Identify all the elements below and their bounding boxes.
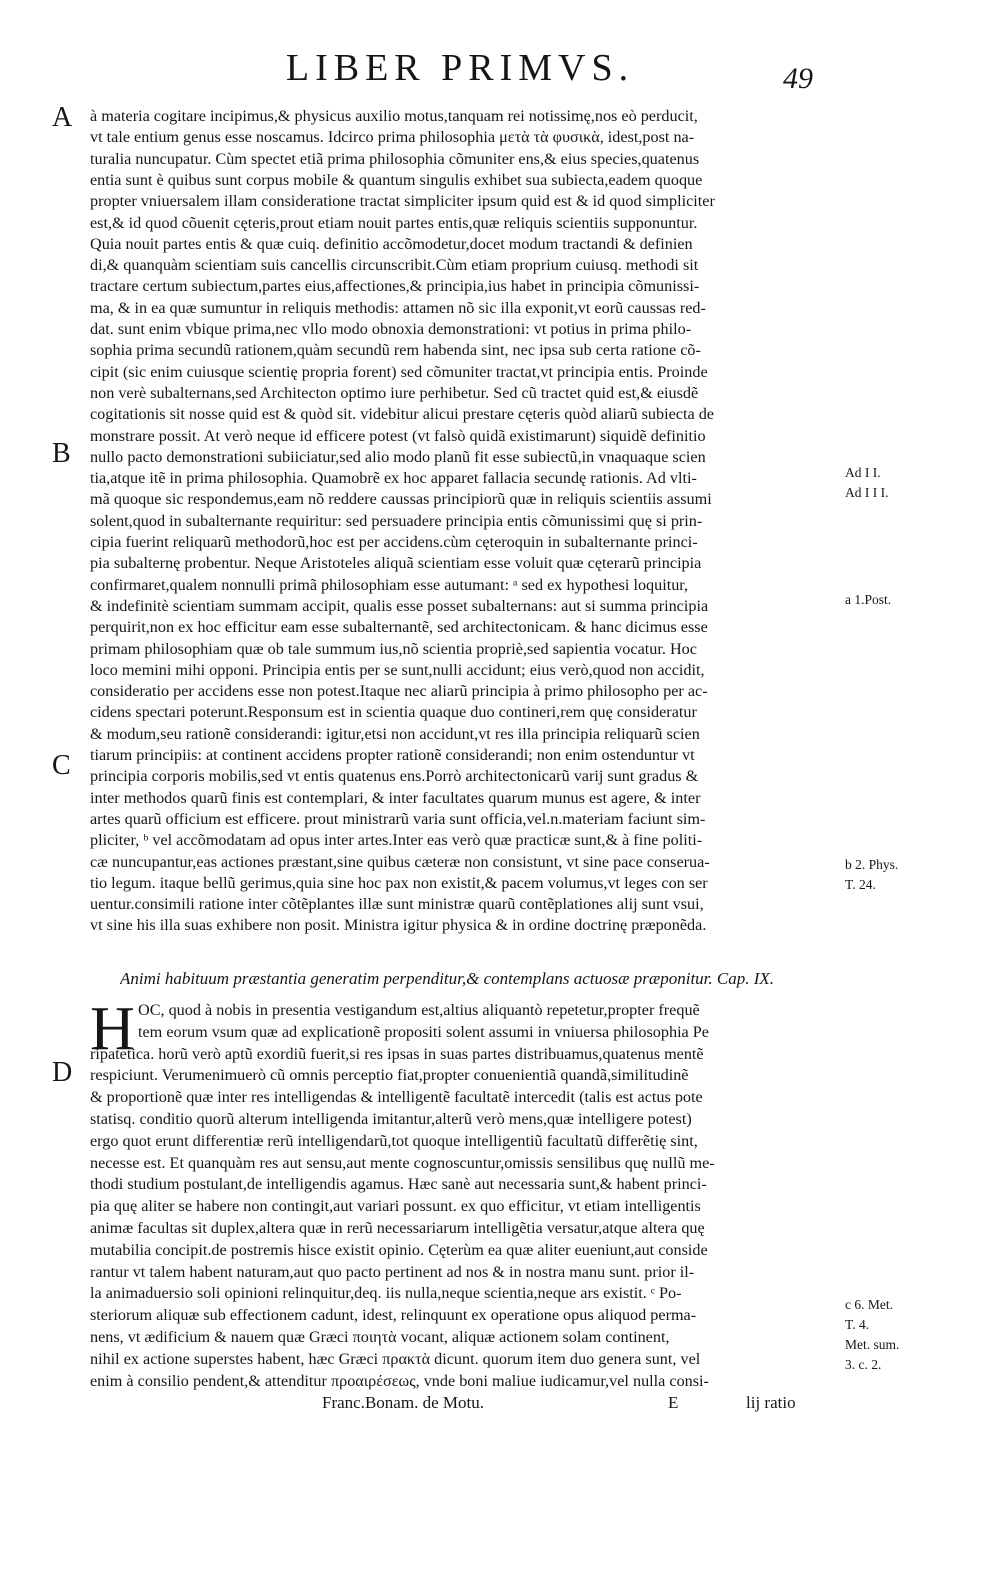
section-letter-a: A [52,102,73,133]
text-line: loco memini mihi opponi. Principia entis per se sunt,nulli accidunt; eius verò,quod non accidit, [90,660,705,679]
text-line: cidens spectari poterunt.Responsum est in scientia quaque duo contineri,rem quę consideratur [90,703,697,722]
text-line: cogitationis sit nosse quid est & quòd sit. videbitur alicui prestare cęteris quòd aliarũ subiecta de [90,405,714,424]
text-line: sophia prima secundũ rationem,quàm secundũ rem habenda sint, nec ipsa sub certa ratione cõ- [90,341,701,360]
text-line: artes quarũ officium est efficere. prout ministrarũ varia sunt officia,vel.n.materiam faciunt sim- [90,809,706,828]
text-line: cæ nuncupantur,eas actiones præstant,sine quibus cæteræ non consistunt, vt sine pace conserua- [90,852,710,871]
page-number: 49 [783,62,813,95]
text-line: la animaduersio soli opinioni relinquitur,deq. iis nulla,neque scientia,neque ars existit. ᶜ Po- [90,1284,682,1303]
text-line: & modum,seu rationẽ considerandi: igitur,etsi non accidunt,vt res illa principia reliquarũ scien [90,724,700,743]
text-line: perquirit,non ex hoc efficitur eam esse subalternantẽ, sed architectonicam. & hanc dicimus esse [90,618,708,637]
text-line: vt sine his illa suas exhibere non posit. Ministra igitur physica & in ordine doctrinę præponẽda. [90,916,707,935]
text-line: nens, vt ædificium & nauem quæ Græci ποιητὰ vocant, aliquæ actionem solam continent, [90,1328,670,1346]
signature-mark: E [668,1393,679,1412]
text-line: monstrare possit. At verò neque id efficere potest (vt falsò quidã existimarunt) siquidẽ definitio [90,426,706,445]
text-line: est,& id quod cõuenit cęteris,prout etiam nouit partes entis,quæ reliquis scientiis supponuntur. [90,213,698,232]
text-line: nihil ex actione superstes habent, hæc Græci πρακτὰ dicunt. quorum item duo genera sunt, vel [90,1349,701,1368]
section-letter-d: D [52,1057,73,1088]
margin-note: 3. c. 2. [845,1357,882,1372]
text-line: cipit (sic enim cuiusque scientię propria forent) sed cõmuniter tractat,vt principia entis. Proinde [90,362,708,381]
text-line: steriorum aliquæ sub effectionem cadunt, idest, relinquunt ex operatione opus aliquod perma- [90,1306,697,1325]
text-line: consideratio per accidens esse non potest.Itaque nec aliarũ principia à primo philosopho per ac- [90,682,708,701]
text-line: pliciter, ᵇ vel accõmodatam ad opus inter artes.Inter eas verò quæ practicæ sunt,& à fine politi- [90,831,703,850]
running-title: LIBER PRIMVS. [285,47,635,89]
text-line: pia subalternę probentur. Neque Aristoteles aliquã scientiam esse voluit quæ cęterarũ principia [90,554,702,573]
text-line: tractare certum subiectum,partes eius,affectiones,& principia,ius habet in principia cõmunissi- [90,277,700,296]
margin-note: c 6. Met. [845,1297,893,1312]
text-line: inter methodos quarũ finis est contemplari, & inter facultates quarum munus est agere, & inter [90,788,701,807]
text-line: animæ facultas sit duplex,altera quæ in rerũ necessariarum intelligẽtia versatur,atque altera quę [90,1219,705,1237]
margin-note: T. 4. [845,1317,870,1332]
text-line: mã quoque sic respondemus,eam nõ reddere caussas principiorũ quæ in reliquis scientiis assumi [90,490,712,509]
margin-note: a 1.Post. [845,592,892,607]
margin-note: Ad I I I. [845,485,889,500]
text-line: rantur vt talem habent naturam,aut quo pacto pertinent ad nos & in nostra manu sunt. prior il- [90,1262,695,1281]
text-line: solent,quod in subalternante requiritur: sed persuadere principia entis cõmunissimi quę si prin- [90,511,703,530]
text-line: tia,atque itẽ in prima philosophia. Quamobrẽ ex hoc apparet fallacia secundę rationis. Ad vlti- [90,469,697,488]
text-line: enim à consilio pendent,& attenditur προαιρέσεως, vnde boni maliue iudicamur,vel nulla consi- [90,1371,709,1390]
text-line: à materia cogitare incipimus,& physicus auxilio motus,tanquam rei notissimę,nos eò perducit, [90,107,698,125]
text-line: entia sunt è quibus sunt corpus mobile & quantum singulis exhibet sua subiecta,eadem quoque [90,170,703,189]
text-line: & proportionẽ quæ inter res intelligendas & intelligentẽ facultatẽ intercedit (talis est actus pote [90,1088,703,1107]
chapter-heading: Animi habituum præstantia generatim perpenditur,& contemplans actuosæ præponitur. Cap. IX. [120,969,775,988]
text-line: ergo quot erunt differentiæ rerũ intelligendarũ,tot quoque intelligentiũ facultatũ differẽtię sint, [90,1131,698,1150]
text-line: Quia nouit partes entis & quæ cuiq. definitio accõmodetur,docet modum tractandi & definien [90,234,693,253]
text-line: & indefinitè scientiam summam accipit, qualis esse posset subalternans: aut si summa principia [90,596,709,615]
text-line: tem eorum vsum quæ ad explicationẽ propositi solent assumi in vniuersa philosophia Pe [138,1022,709,1041]
drop-cap: H [90,995,135,1063]
text-line: ma, & in ea quæ sumuntur in reliquis methodis: attamen nõ sic illa exponit,vt eorũ caussas red- [90,298,706,317]
text-line: respiciunt. Verumenimuerò cũ omnis perceptio fiat,propter conuenientiã quandã,similitudinẽ [90,1066,689,1085]
margin-note: Ad I I. [845,465,881,480]
text-line: di,& quanquàm scientiam suis cancellis circunscribit.Cùm etiam proprium cuiusq. methodi sit [90,256,699,275]
section-letter-b: B [52,438,71,469]
text-line: turalia nuncupatur. Cùm spectet etiã prima philosophia cõmuniter ens,& eius species,quatenus [90,149,700,168]
text-line: propter vniuersalem illam consideratione tractat simpliciter ipsum quid est & id quod simpliciter [90,192,715,211]
text-line: non verè subalternans,sed Architecton optimo iure perhibetur. Sed cũ tractet quid est,& eiusdẽ [90,383,699,402]
margin-note: b 2. Phys. [845,857,899,872]
text-line: tiarum principiis: at continent accidens propter rationẽ considerandi; non enim ostenduntur vt [90,746,695,764]
text-line: statisq. conditio quorũ alterum intelligenda imitantur,alterũ verò mens,quæ intelligere potest) [90,1110,692,1128]
text-line: principia corporis mobilis,sed vt entis quatenus ens.Porrò architectonicarũ varij sunt gradus & [90,767,699,786]
text-line: cipia fuerint reliquarũ methodorũ,hoc est per accidens.cùm cęteroquin in subalternante princi- [90,533,698,551]
text-line: ripatetica. horũ verò aptũ exordiũ fuerit,si res ipsas in suas partes distribuamus,quatenus mentẽ [90,1044,704,1063]
text-line: necesse est. Et quanquàm res aut sensu,aut mente cognoscuntur,omissis sensilibus quę nullũ me- [90,1153,715,1172]
margin-note: Met. sum. [845,1337,900,1352]
text-line: nullo pacto demonstrationi subiiciatur,sed alio modo planũ fit esse subiectũ,in vnaquaque scien [90,447,706,466]
margin-note: T. 24. [845,877,876,892]
text-line: OC, quod à nobis in presentia vestigandum est,altius aliquantò repetetur,propter frequẽ [138,1001,700,1019]
text-line: primam philosophiam quæ ob tale summum ius,nõ scientia propriè,sed sapientia vocatur. Hoc [90,639,697,658]
text-line: thodi studium postulant,de intelligendis agamus. Hæc sanè aut necessaria sunt,& habent princi- [90,1175,707,1194]
text-line: mutabilia concipit.de postremis hisce existit opinio. Cęterùm ea quæ aliter eueniunt,aut conside [90,1240,708,1259]
signature-left: Franc.Bonam. de Motu. [322,1393,484,1412]
text-line: confirmaret,qualem nonnulli primã philosophiam esse autumant: ᵃ sed ex hypothesi loquitur, [90,575,689,594]
text-line: uentur.consimili ratione inter cõtẽplantes illæ sunt ministræ quarũ contẽplationes alij sunt vsui, [90,895,704,914]
section-letter-c: C [52,750,71,781]
text-line: pia quę aliter se habere non contingit,aut variari possunt. ex quo efficitur, vt etiam intelligentis [90,1197,701,1216]
text-line: tio legum. itaque bellũ gerimus,quia sine hoc pax non existit,& pacem volumus,vt leges con ser [90,873,708,892]
text-line: dat. sunt enim vbique prima,nec vllo modo obnoxia demonstrationi: vt potius in prima philo- [90,320,692,338]
catchword: lij ratio [746,1393,796,1412]
text-line: vt tale entium genus esse noscamus. Idcirco prima philosophia μετὰ τὰ φυσικὰ, idest,post na- [90,128,695,147]
